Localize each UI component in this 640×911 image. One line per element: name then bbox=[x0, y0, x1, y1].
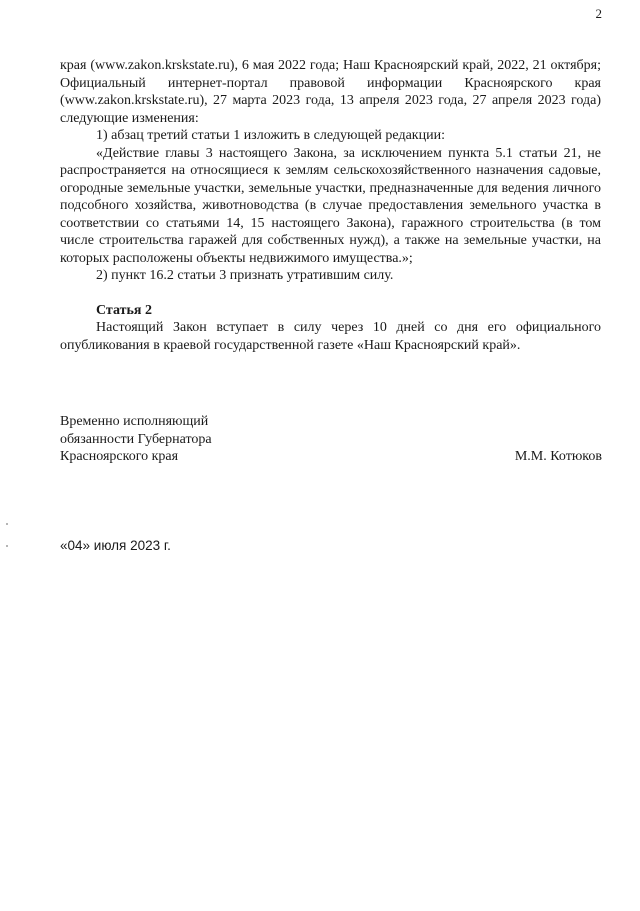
page-number: 2 bbox=[595, 6, 602, 21]
document-body bbox=[60, 57, 601, 354]
signatory-title-line-2: обязанности Губернатора bbox=[60, 431, 212, 447]
signatory-name: М.М. Котюков bbox=[514, 449, 602, 464]
signatory-title bbox=[60, 413, 260, 466]
signatory-title-line-3: Красноярского края bbox=[60, 449, 179, 464]
scan-speck bbox=[6, 523, 8, 525]
article-2-heading: Статья 2 bbox=[96, 302, 152, 318]
article-2-text: Настоящий Закон вступает в силу через 10 дней со дня его официального опубликования в краевой государственной газете «Наш Красноярский край». bbox=[60, 320, 601, 353]
amendment-item-1: 1) абзац третий статьи 1 изложить в следующей редакции: bbox=[96, 128, 445, 143]
continuation-paragraph: края (www.zakon.krskstate.ru), 6 мая 2022 года; Наш Красноярский край, 2022, 21 октября; Официальный интернет-портал правовой информации Красноярского края (www.zakon.krskstate.ru), 27 марта 2023 года, 13 апреля 2023 года, 27 апреля 2023 года) следующие изменения: bbox=[60, 58, 601, 126]
signatory-title-line-1: Временно исполняющий bbox=[60, 414, 209, 429]
scan-speck bbox=[6, 545, 8, 547]
quoted-paragraph: «Действие главы 3 настоящего Закона, за исключением пункта 5.1 статьи 21, не распространяется на относящиеся к землям сельскохозяйственного назначения садовые, огородные земельные участки, земельные участки, предназначенные для ведения личного подсобного хозяйства, животноводства (в случае предоставления земельного участка в соответствии со статьями 14, 15 настоящего Закона), гаражного строительства (в том числе строительства гаражей для собственных нужд), а также на земельные участки, на которых расположены объекты недвижимого имущества.»; bbox=[60, 145, 601, 266]
amendment-item-2: 2) пункт 16.2 статьи 3 признать утратившим силу. bbox=[96, 268, 394, 283]
signing-date: «04» июля 2023 г. bbox=[60, 538, 171, 553]
